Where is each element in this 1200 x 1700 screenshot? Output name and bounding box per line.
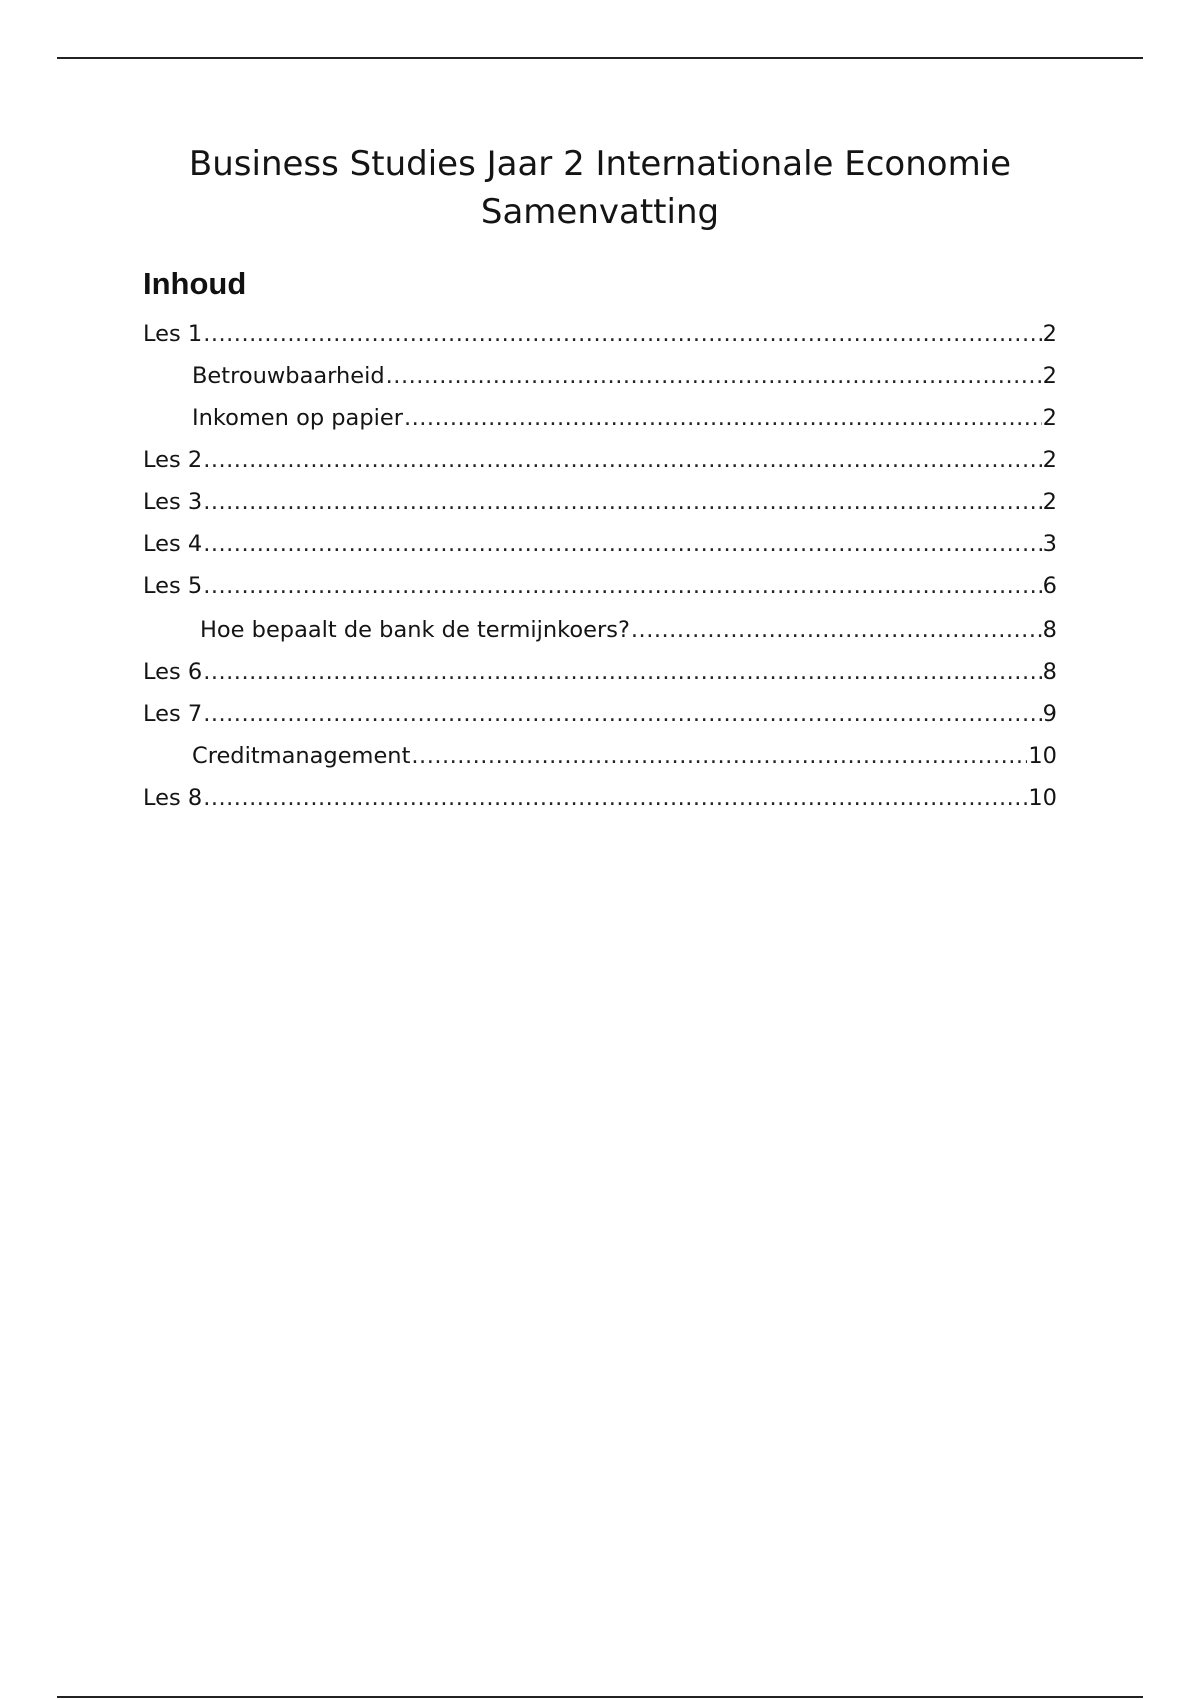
toc-entry-page: 8 [1042,659,1057,685]
toc-entry-page: 2 [1042,447,1057,473]
toc-entry-page: 9 [1042,701,1057,727]
toc-entry-label: Les 3 [143,489,203,515]
toc-entry-label: Betrouwbaarheid [192,363,385,389]
toc-entry-les-6[interactable] [143,651,1057,693]
toc-entry-inkomen-op-papier[interactable] [143,397,1057,439]
toc-entry-page: 2 [1042,321,1057,347]
toc-entry-label: Les 6 [143,659,203,685]
toc-entry-les-2[interactable] [143,439,1057,481]
document-title-line-1: Business Studies Jaar 2 Internationale Economie [188,144,1012,184]
toc-dot-leader [203,777,1027,819]
toc-entry-page: 10 [1028,743,1057,769]
toc-dot-leader [203,481,1041,523]
toc-entry-page: 6 [1042,573,1057,599]
toc-dot-leader [411,735,1027,777]
toc-entry-label: Creditmanagement [192,743,411,769]
toc-entry-termijnkoers[interactable] [143,607,1057,651]
document-title-line-2: Samenvatting [480,192,720,232]
toc-entry-les-8[interactable] [143,777,1057,819]
toc-entry-label: Inkomen op papier [192,405,403,431]
toc-entry-label: Hoe bepaalt de bank de termijnkoers? [200,617,630,643]
header-rule [57,57,1143,59]
toc-entry-les-7[interactable] [143,693,1057,735]
toc-dot-leader [631,607,1042,653]
toc-entry-betrouwbaarheid[interactable] [143,355,1057,397]
toc-heading: Inhoud [143,266,247,301]
toc-entry-label: Les 7 [143,701,203,727]
toc-entry-label: Les 2 [143,447,203,473]
toc-entry-les-5[interactable] [143,565,1057,607]
footer-rule [57,1696,1143,1698]
toc-entry-les-4[interactable] [143,523,1057,565]
toc-entry-page: 8 [1042,617,1057,643]
toc-entry-label: Les 5 [143,573,203,599]
toc-dot-leader [203,439,1041,481]
table-of-contents [143,313,1057,819]
toc-entry-page: 2 [1042,405,1057,431]
toc-dot-leader [404,397,1042,439]
toc-entry-page: 10 [1028,785,1057,811]
document-title [143,140,1057,236]
toc-entry-label: Les 8 [143,785,203,811]
toc-dot-leader [386,355,1042,397]
toc-entry-page: 2 [1042,489,1057,515]
toc-dot-leader [203,693,1041,735]
toc-dot-leader [203,565,1041,607]
toc-dot-leader [203,523,1041,565]
toc-entry-les-3[interactable] [143,481,1057,523]
toc-entry-label: Les 4 [143,531,203,557]
toc-entry-page: 3 [1042,531,1057,557]
toc-entry-les-1[interactable] [143,313,1057,355]
toc-dot-leader [203,651,1041,693]
toc-entry-page: 2 [1042,363,1057,389]
toc-entry-label: Les 1 [143,321,203,347]
toc-entry-creditmanagement[interactable] [143,735,1057,777]
toc-dot-leader [203,313,1041,355]
